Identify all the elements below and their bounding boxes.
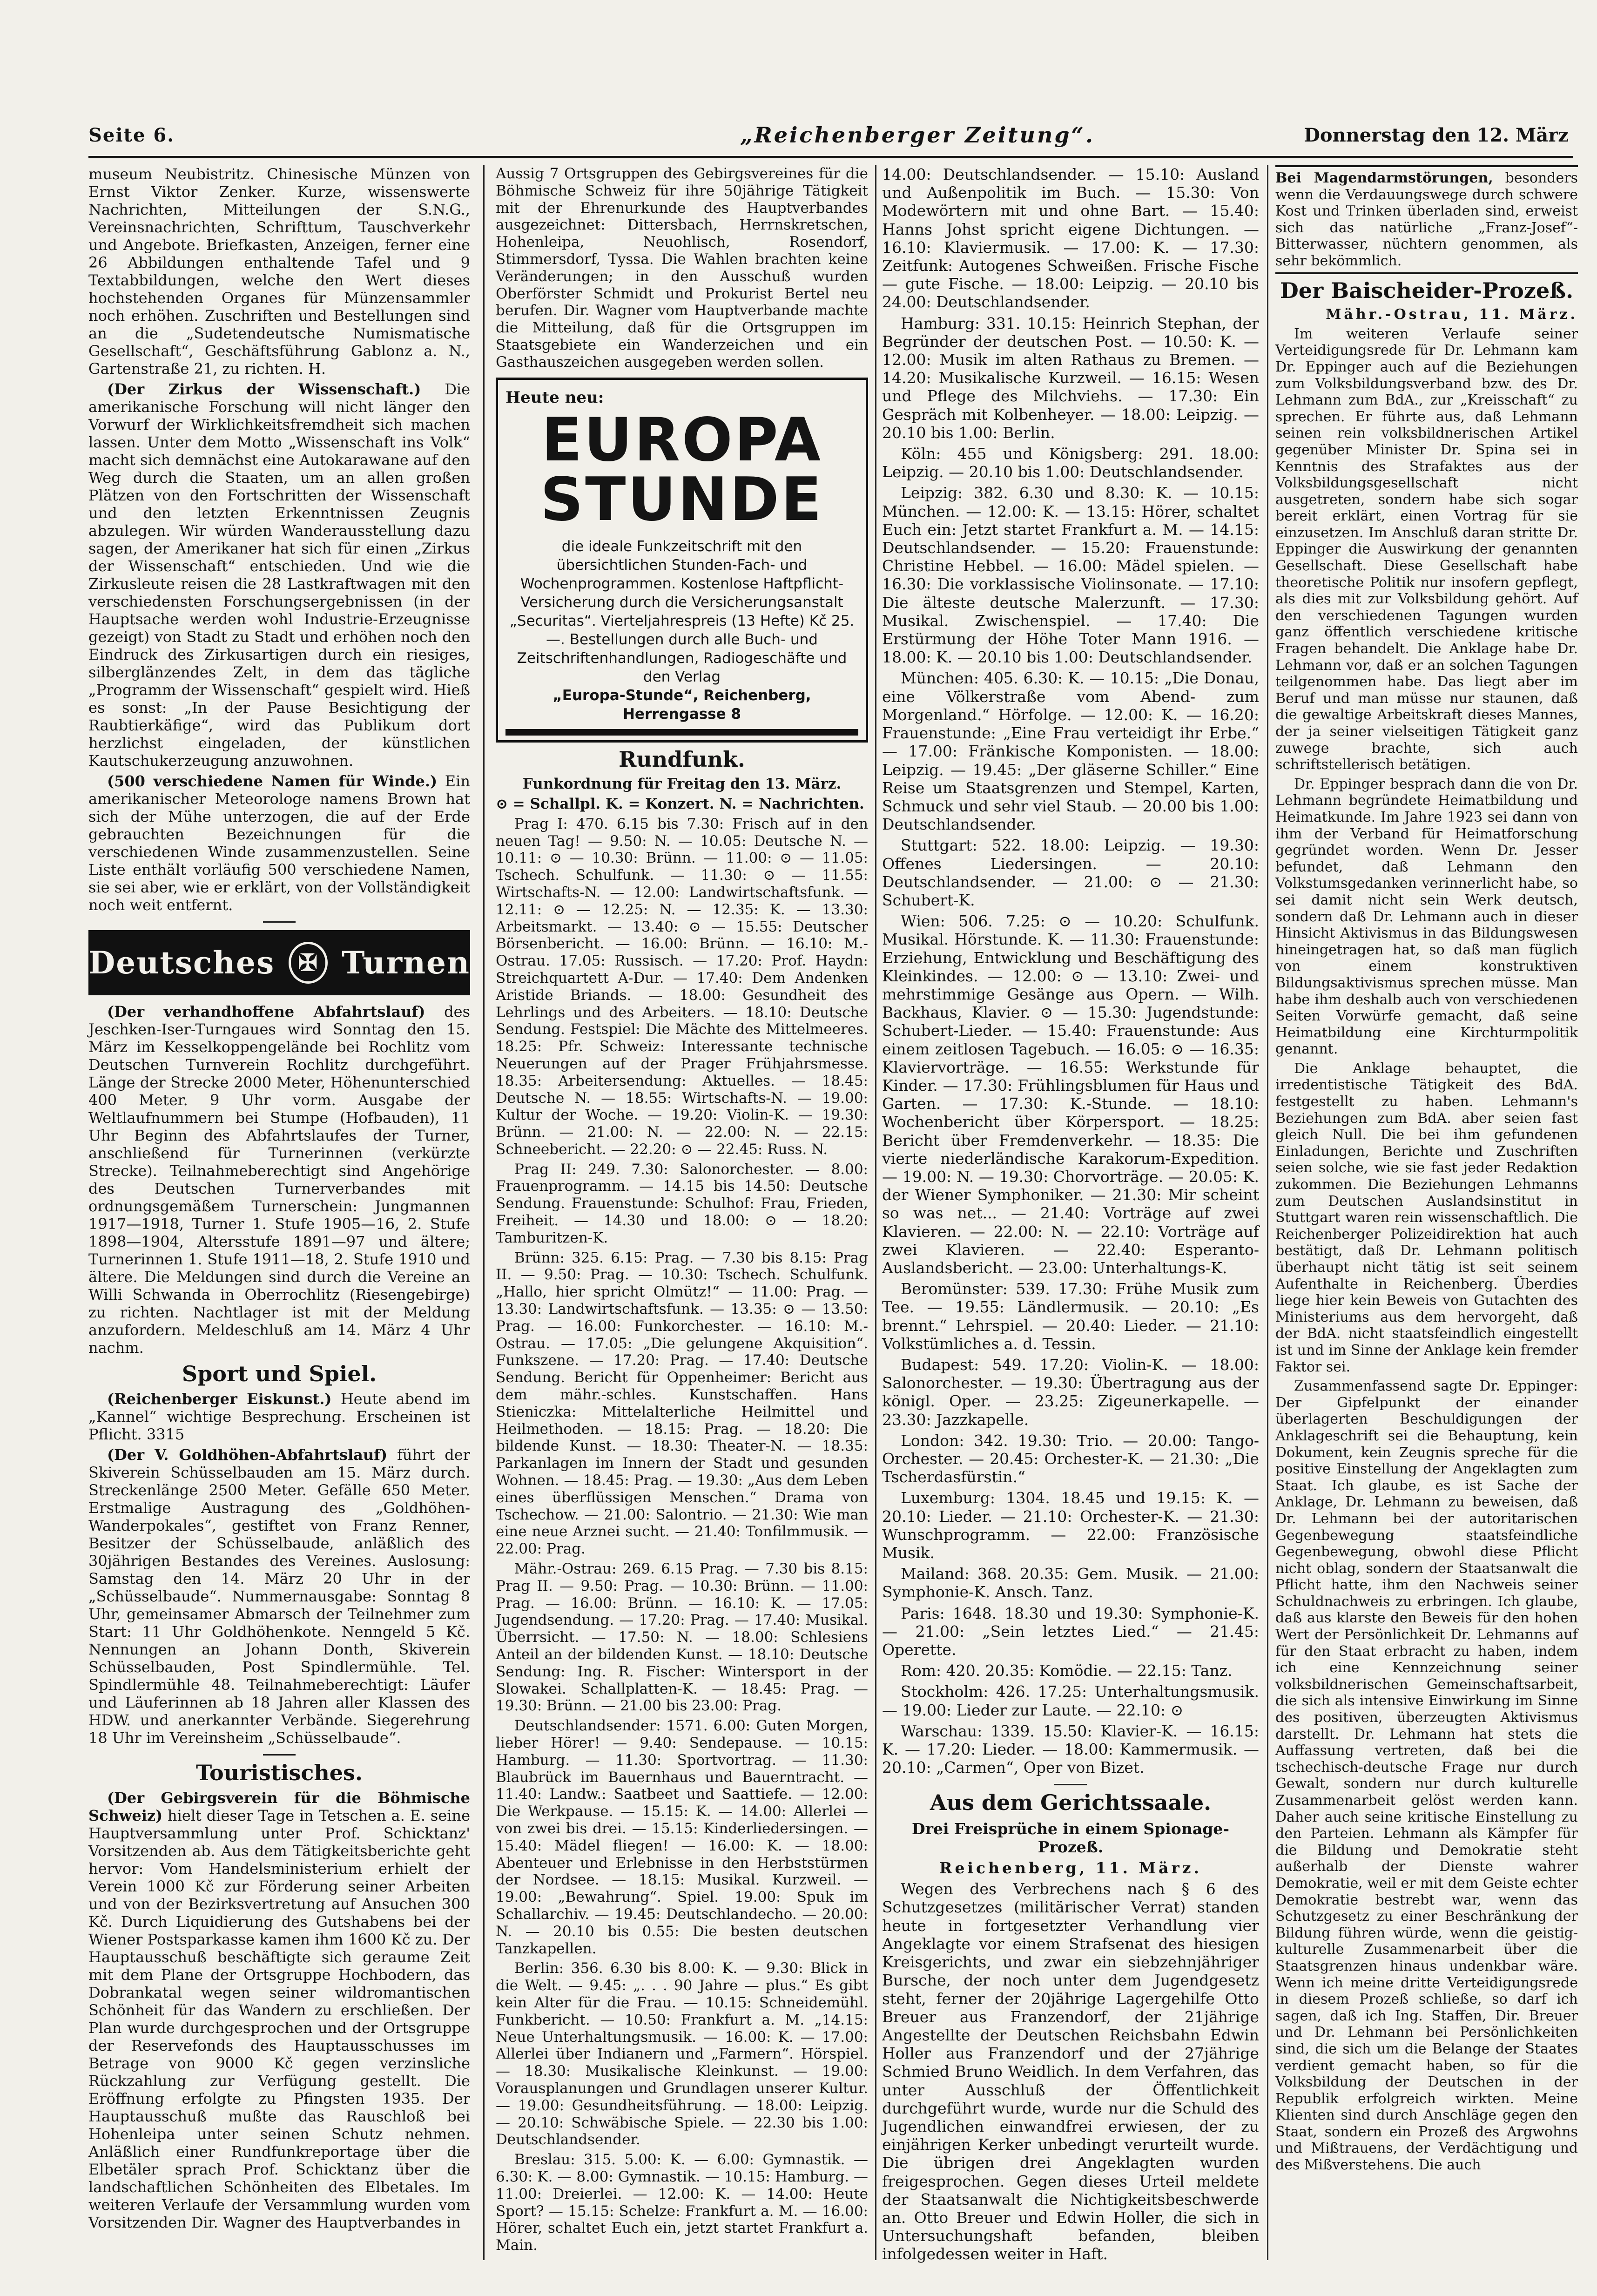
notice-text: besonders wenn die Verdauungswege durch schwere Kost und Trinken überladen sind, erweist sich das natürliche „Franz-Josef“-Bitterwasser, nüchtern genommen, als sehr bekömmlich. [1275,170,1578,269]
radio-station: London: 342. 19.30: Trio. — 20.00: Tango-Orchester. — 20.45: Orchester-K. — 21.30: „Die Tscherdasfürstin.“ [882,1431,1259,1486]
radio-station: Prag I: 470. 6.15 bis 7.30: Frisch auf in den neuen Tag! — 9.50: N. — 10.05: Deutsche N. — 10.11: ⊙ — 10.30: Brünn. — 11.00: ⊙ — 11.05: Tschech. Schulfunk. — 11.30: ⊙ — 11.55: Wirtschafts-N. — 12.00: Landwirtschaftsfunk. — 12.11: ⊙ — 12.25: N. — 12.35: K. — 13.30: Arbeitsmarkt. — 13.40: ⊙ — 15.55: Deutscher Börsenbericht. — 16.00: Brünn. — 16.10: M.-Ostrau. 17.05: Russisch. — 17.20: Prof. Haydn: Streichquartett A-Dur. — 17.40: Dem Andenken Aristide Briands. — 18.00: Gesundheit des Lehrlings und des Arbeiters. — 18.10: Deutsche Sendung. Festspiel: Die Mächte des Mittelmeeres. 18.25: Pfr. Schweiz: Interessante technische Neuerungen auf der Prager Frühjahrsmesse. 18.35: Arbeitersendung: Aktuelles. — 18.45: Deutsche N. — 18.55: Wirtschafts-N. — 19.00: Kultur der Woche. — 19.20: Violin-K. — 19.30: Brünn. — 21.00: N. — 22.00: N. — 22.15: Schneebericht. — 22.20: ⊙ — 22.45: Russ. N. [496,815,868,1158]
newspaper-title: „Reichenberger Zeitung“. [740,122,1095,148]
article-text: Die Anklage behauptet, die irredentistische Tätigkeit des BdA. festgestellt zu haben. Lehmann's Beziehungen zum BdA. aber seien fast gleich Null. Die bei ihm gefundenen Einladungen, Berichte und Zuschriften seien solche, wie sie fast jeder Redaktion zukommen. Die Beziehungen Lehmanns zum Deutschen Auslandsinstitut in Stuttgart waren rein wissenschaftlich. Die Reichenberger Polizeidirektion hat auch bestätigt, daß Dr. Lehmann politisch überhaupt nicht tätig ist seit seinem Aufenthalte in Reichenberg. Überdies liege hier kein Beweis von Gutachten des Ministeriums aus dem hervorgeht, daß der BdA. nicht staatsfeindlich eingestellt ist und im Sinne der Anklage kein fremder Faktor sei. [1275,1060,1578,1375]
banner-text-right: Turnen [342,945,470,981]
radio-station: Berlin: 356. 6.30 bis 8.00: K. — 9.30: Blick in die Welt. — 9.45: „. . . 90 Jahre — plus.“ Es gibt kein Alter für die Frau. — 10.15: Schneidemühl. Funkbericht. — 10.50: Frankfurt a. M. „14.15: Neue Unterhaltungsmusik. — 16.00: K. — 17.00: Allerlei über Indianern und „Farmern“. Hörspiel. — 18.30: Musikalische Kleinkunst. — 19.00: Vorausplanungen und Grundlagen unserer Kultur. — 19.00: Gesundheitsführung. — 18.00: Leipzig. — 20.10: Schwäbische Spiele. — 22.30 bis 1.00: Deutschlandsender. [496,1960,868,2148]
article-lead: (Der Zirkus der Wissenschaft.) [107,380,421,398]
section-heading: Sport und Spiel. [182,1361,377,1386]
radio-station: Köln: 455 und Königsberg: 291. 18.00: Leipzig. — 20.10 bis 1.00: Deutschlandsender. [882,445,1259,481]
ad-bar [505,729,858,736]
column-3 [882,165,1259,2266]
article-text: Zusammenfassend sagte Dr. Eppinger: Der Gipfelpunkt der einander überlagerten Beschuldigungen der Anklageschrift sei die Behauptung, kein Dokument, kein Zeugnis spreche für die positive Einstellung der Angeklagten zum Staat. Ich glaube, es ist Sache der Anklage, Dr. Lehmann zu beweisen, daß Dr. Lehmann bei der autoritarischen Gegenbewegung staatsfeindliche Gegenbewegung, obwohl diese Pflicht nicht oblag, sondern der Staatsanwalt die Pflicht hatte, ihm den Nachweis seiner Schuldnachweis zu erbringen. Ich glaube, daß aus klarste den Beweis für den hohen Wert der Persönlichkeit Dr. Lehmanns auf für den Staat erbracht zu haben, indem ich eine Kennzeichnung seiner volksbildnerischen Gemeinschaftsarbeit, die sich als intensive Einwirkung im Sinne des positiven, überzeugten Aktivismus darstellt. Dr. Lehmann hat stets die Auffassung vertreten, daß bei die tschechisch-deutsche Frage nur durch Gewalt, sondern nur durch kulturelle Zusammenarbeit gelöst werden kann. Daher auch seine kritische Einstellung zu den Parteien. Lehmann als Kämpfer für die Bildung und Demokratie steht außerhalb der Dienste wahrer Demokratie, weil er mit dem Geiste echter Demokratie bestrebt war, wenn das Schutzgesetz zu einer Beschränkung der Bildung führen würde, wenn die geistig-kulturelle Zusammenarbeit über die Staatsgrenzen hinaus undenkbar wäre. Wenn ich meine dritte Verteidigungsrede in diesem Prozeß schließe, so darf ich sagen, daß ich Ing. Staffen, Dir. Breuer und Dr. Lehmann bei Persönlichkeiten sind, die sich um die Belange der Staates verdient gemacht haben, so für die Volksbildung der Deutschen in der Republik erfolgreich wirkten. Meine Klienten sind durch Anschläge gegen den Staat, sondern ein Prozeß des Argwohns und Mißtrauens, der Verdächtigung und des Mißverstehens. Die auch [1275,1378,1578,2174]
article-text: museum Neubistritz. Chinesische Münzen von Ernst Viktor Zenker. Kurze, wissenswerte Nachrichten, Mitteilungen der S.N.G., Vereinsnachrichten, Schrifttum, Tauschverkehr und Angebote. Briefkasten, Anzeigen, ferner eine 26 Abbildungen enthaltende Tafel und 9 Textabbildungen, welche den Wert dieses hochstehenden Organes für Münzensammler noch erhöhen. Zuschriften und Bestellungen sind an die „Sudetendeutsche Numismatische Gesellschaft“, Geschäftsführung Gablonz a. N., Gartenstraße 21, zu richten. H. [88,165,470,378]
page-number: Seite 6. [88,124,175,146]
radio-station: Hamburg: 331. 10.15: Heinrich Stephan, der Begründer der deutschen Post. — 10.50: K. — 12.00: Musik im alten Rathaus zu Bremen. — 14.20: Musikalische Kurzweil. — 16.15: Wesen und Pflege des Milchviehs. — 17.30: Ein Gespräch mit Kolbenheyer. — 18.00: Leipzig. — 20.10 bis 1.00: Berlin. [882,314,1259,442]
radio-legend: ⊙ = Schallpl. K. = Konzert. N. = Nachrichten. [496,795,864,812]
article-text: Wegen des Verbrechens nach § 6 des Schutzgesetzes (militärischer Verrat) standen heute in fortgesetzter Verhandlung vier Angeklagte vor einem Strafsenat des hiesigen Kreisgerichts, und zwar ein siebzehnjähriger Bursche, der noch unter dem Jugendgesetz steht, ferner der 20jährige Lagergehilfe Otto Breuer aus Franzendorf, der 21jährige Angestellte der Deutschen Reichsbahn Edwin Holler aus Franzendorf und der 27jährige Schmied Bruno Weidlich. In dem Verfahren, das unter Ausschluß der Öffentlichkeit durchgeführt wurde, wurde nur die Schuld des Jugendlichen einwandfrei erwiesen, der zu einjährigen Kerker unbedingt verurteilt wurde. Die übrigen drei Angeklagten wurden freigesprochen. Gegen dieses Urteil meldete der Staatsanwalt die Nichtigkeitsbeschwerde an. Otto Breuer und Edwin Holler, die sich in Untersuchungshaft befanden, bleiben infolgedessen weiter in Haft. [882,1880,1259,2263]
radio-station: Luxemburg: 1304. 18.45 und 19.15: K. — 20.10: Lieder. — 21.10: Orchester-K. — 21.30: Wunschprogramm. — 22.00: Französische Musik. [882,1489,1259,1562]
article-lead: (Der V. Goldhöhen-Abfahrtslauf) [107,1446,388,1464]
article-paragraph [88,1789,470,2231]
article-paragraph [88,1003,470,1357]
ad-title [505,405,858,535]
radio-station: München: 405. 6.30: K. — 10.15: „Die Donau, eine Völkerstraße vom Abend- zum Morgenland.“ Hörfolge. — 12.00: K. — 16.20: Frauenstunde: „Eine Frau verteidigt ihr Erbe.“ — 17.00: Fränkische Komponisten. — 18.00: Leipzig. — 19.45: „Der gläserne Schiller.“ Eine Reise um Staatsgrenzen und Stempel, Karten, Schmuck und sehr viel Staub. — 20.00 bis 1.00: Deutschlandsender. [882,669,1259,834]
ad-kicker: Heute neu: [505,388,604,407]
article-text: Heute abend im „Kannel“ wichtige Besprechung. Erscheinen ist Pflicht. 3315 [88,1390,471,1443]
dateline: Mähr.-Ostrau, 11. März. [1326,306,1578,323]
article-headline: Der Baischeider-Prozeß. [1280,277,1574,303]
radio-station: Brünn: 325. 6.15: Prag. — 7.30 bis 8.15: Prag II. — 9.50: Prag. — 10.30: Tschech. Schulfunk. „Hallo, hier spricht Olmütz!“ — 11.00: Prag. — 13.30: Landwirtschaftsfunk. — 13.35: ⊙ — 13.50: Prag. — 16.00: Funkorchester. — 16.10: M.-Ostrau. — 17.05: „Die gelungene Akquisition“. Funkszene. — 17.20: Prag. — 17.40: Deutsche Sendung. Bericht für Oppenheimer: Bericht aus dem mähr.-schles. Kunstschaffen. Hans Stieniczka: Mittelalterliche Heilmittel und Heilmethoden. — 18.15: Prag. — 18.20: Die bildende Kunst. — 18.30: Theater-N. — 18.35: Parkanlagen im Innern der Stadt und gesunden Wohnen. — 18.45: Prag. — 19.30: „Aus dem Leben eines überflüssigen Menschen.“ Drama von Tschechow. — 21.00: Salontrio. — 21.30: Wie man eine neue Arznei sucht. — 21.40: Tonfilmmusik. — 22.00: Prag. [496,1249,868,1558]
radio-station: 14.00: Deutschlandsender. — 15.10: Ausland und Außenpolitik im Buch. — 15.30: Von Modewörtern mit und ohne Bart. — 15.40: Hanns Johst spricht eigene Dichtungen. — 16.10: Klaviermusik. — 17.00: K. — 17.30: Zeitfunk: Autogenes Schweißen. Frische Fische — gute Fische. — 18.00: Leipzig. — 20.10 bis 24.00: Deutschlandsender. [882,165,1259,311]
column-divider [1267,165,1268,2260]
article-text: des Jeschken-Iser-Turngaues wird Sonntag den 15. März im Kesselkoppengelände bei Rochlitz vom Deutschen Turnverein Rochlitz durchgeführt. Länge der Strecke 2000 Meter, Höhenunterschied 400 Meter. 9 Uhr vorm. Ausgabe der Weltlaufnummern bei Stumpe (Hofbauden), 11 Uhr Beginn des Abfahrtslaufes der Turner, anschließend für Turnerinnen (verkürzte Strecke). Teilnahmeberechtigt sind Angehörige des Deutschen Turnerverbandes mit ordnungsgemäßem Turnerschein: Jungmannen 1917—1918, Turner 1. Stufe 1905—16, 2. Stufe 1898—1904, Altersstufe 1891—97 und ältere; Turnerinnen 1. Stufe 1911—18, 2. Stufe 1910 und ältere. Die Meldungen sind durch die Vereine an Willi Schwanda in Oberrochlitz (Riesengebirge) zu richten. Nachtlager ist mit der Meldung anzufordern. Meldeschluß am 14. März 4 Uhr nachm. [88,1003,470,1357]
radio-station: Beromünster: 539. 17.30: Frühe Musik zum Tee. — 19.55: Ländlermusik. — 20.10: „Es brennt.“ Lehrspiel. — 20.40: Lieder. — 21.10: Volkstümliches a. d. Tessin. [882,1280,1259,1353]
column-divider [875,165,876,2260]
column-1 [88,165,470,2234]
article-paragraph [88,1390,470,1443]
article-lead: (Der Gebirgsverein für die Böhmische Schweiz) [88,1789,470,1824]
section-heading: Touristisches. [196,1760,363,1785]
radio-station: Stockholm: 426. 17.25: Unterhaltungsmusik. — 19.00: Lieder zur Laute. — 22.10: ⊙ [882,1682,1259,1719]
radio-station: Rom: 420. 20.35: Komödie. — 22.15: Tanz. [901,1661,1233,1680]
radio-station: Prag II: 249. 7.30: Salonorchester. — 8.00: Frauenprogramm. — 14.15 bis 14.50: Deutsche Sendung. Frauenstunde: Schulhof: Frau, Frieden, Freiheit. — 14.30 und 18.00: ⊙ — 18.20: Tamburitzen-K. [496,1161,868,1246]
turner-cross-icon: ✠ [289,942,328,984]
radio-station: Wien: 506. 7.25: ⊙ — 10.20: Schulfunk. Musikal. Hörstunde. K. — 11.30: Frauenstunde: Erziehung, Entwicklung und Beschäftigung des Kleinkindes. — 12.00: ⊙ — 13.10: Zwei- und mehrstimmige Gesänge aus Opern. — Wilh. Backhaus, Klavier. ⊙ — 15.30: Jugendstunde: Schubert-Lieder. — 15.40: Frauenstunde: Aus einem zeitlosen Tagebuch. — 16.05: ⊙ — 16.35: Klaviervorträge. — 16.55: Werkstunde für Kinder. — 17.30: Frühlingsblumen für Haus und Garten. — 17.30: K.-Stunde. — 18.10: Wochenbericht über Körpersport. — 18.25: Bericht über Fremdenverkehr. — 18.35: Die vierte niederländische Karakorum-Expedition. — 19.00: N. — 19.30: Chorvorträge. — 20.05: K. der Wiener Symphoniker. — 21.30: Mir scheint so was net... — 21.40: Vorträge auf zwei Klavieren. — 22.00: N. — 22.10: Vorträge auf zwei Klavieren. — 22.40: Esperanto-Auslandsbericht. — 23.00: Unterhaltungs-K. [882,912,1259,1277]
section-heading: Aus dem Gerichtssaale. [930,1790,1212,1816]
radio-station: Budapest: 549. 17.20: Violin-K. — 18.00: Salonorchester. — 19.30: Übertragung aus der königl. Oper. — 23.25: Zigeunerkapelle. — 23.30: Jazzkapelle. [882,1356,1259,1429]
advertisement-europa-stunde [496,378,868,743]
notice-lead: Bei Magendarmstörungen, [1275,170,1493,186]
radio-station: Paris: 1648. 18.30 und 19.30: Symphonie-K. — 21.00: „Sein letztes Lied.“ — 21.45: Operette. [882,1604,1259,1659]
column-2 [496,165,868,2257]
radio-station: Breslau: 315. 5.00: K. — 6.00: Gymnastik. — 6.30: K. — 8.00: Gymnastik. — 10.15: Hamburg. — 11.00: Dreierlei. — 12.00: K. — 14.00: Heute Sport? — 15.15: Schelze: Frankfurt a. M. — 16.00: Hörer, schaltet Euch ein, jetzt startet Frankfurt a. Main. [496,2151,868,2254]
ad-title-line: EUROPA [541,405,822,475]
banner-text-left: Deutsches [88,945,275,981]
notice-box [1275,165,1578,274]
article-lead: (Reichenberger Eiskunst.) [107,1390,332,1408]
ad-title-line: STUNDE [540,465,824,535]
ad-address: „Europa-Stunde“, Reichenberg, Herrengasse 8 [553,687,811,723]
article-text: Die amerikanische Forschung will nicht länger den Vorwurf der Wirklichkeitsfremdheit sich machen lassen. Unter dem Motto „Wissenschaft ins Volk“ macht sich demnächst eine Autokarawane auf den Weg durch die Staaten, um an allen großen Plätzen von den Fortschritten der Wissenschaft und den letzten Erkenntnissen Zeugnis abzulegen. Wir würden Wanderausstellung dazu sagen, der Amerikaner hat sich für einen „Zirkus der Wissenschaft“ entschieden. Und wie die Zirkusleute reisen die 28 Lastkraftwagen mit den verschiedensten Forschungsergebnissen (in der Hauptsache werden wohl Industrie-Erzeugnisse gezeigt) von Stadt zu Stadt und erhöhen noch den Eindruck des Zirkusartigen durch ein riesiges, silberglänzendes Zelt, in dem das tägliche „Programm der Wissenschaft“ gespielt wird. Hieß es sonst: „In der Pause Besichtigung der Raubtierkäfige“, wird das Publikum dort herzlichst eingeladen, der künstlichen Kautschukerzeugung anzuwohnen. [88,380,471,770]
article-lead: (500 verschiedene Namen für Winde.) [107,772,438,790]
radio-station: Mähr.-Ostrau: 269. 6.15 Prag. — 7.30 bis 8.15: Prag II. — 9.50: Prag. — 10.30: Brünn. — 11.00: Prag. — 16.00: Brünn. — 16.10: K. — 17.05: Jugendsendung. — 17.20: Prag. — 17.40: Musikal. Überrsicht. — 17.50: N. — 18.00: Schlesiens Anteil an der bildenden Kunst. — 18.10: Deutsche Sendung: Ing. R. Fischer: Wintersport in der Slowakei. Schallplatten-K. — 18.45: Prag. — 19.30: Brünn. — 21.00 bis 23.00: Prag. [496,1560,868,1715]
radio-station: Leipzig: 382. 6.30 und 8.30: K. — 10.15: München. — 12.00: K. — 13.15: Hörer, schaltet Euch ein: Jetzt startet Frankfurt a. M. — 14.15: Deutschlandsender. — 15.20: Frauenstunde: Christine Hebbel. — 16.00: Mädel spielen. — 16.30: Die vorklassische Violinsonate. — 17.10: Die älteste deutsche Malerzunft. — 17.30: Musikal. Zwischenspiel. — 17.40: Die Erstürmung der Höhe Toter Mann 1916. — 18.00: K. — 20.10 bis 1.00: Deutschlandsender. [882,484,1259,667]
article-headline: Drei Freisprüche in einem Spionage-Prozeß. [912,1819,1229,1856]
article-text: Aussig 7 Ortsgruppen des Gebirgsvereines für die Böhmische Schweiz für ihre 50jährige Tätigkeit mit der Ehrenurkunde des Hauptverbandes ausgezeichnet: Dittersbach, Herrnskretschen, Hohenleipa, Neuohlisch, Rosendorf, Stimmersdorf, Tyssa. Die Wahlen brachten keine Veränderungen; in den Ausschuß wurden Oberförster Schmidt und Prokurist Bertel neu berufen. Dir. Wagner vom Hauptverbande machte die Mitteilung, daß für die Ortsgruppen im Staatsgebiete ein Wanderzeichen und ein Gasthauszeichen ausgegeben werden sollen. [496,165,868,371]
article-text: hielt dieser Tage in Tetschen a. E. seine Hauptversammlung unter Prof. Schicktanz' Vorsitzenden ab. Aus dem Tätigkeitsberichte geht hervor: Vom Handelsministerium erhielt der Verein 1000 Kč zur Förderung seiner Arbeiten und von der Bezirksvertretung auf Ansuchen 300 Kč. Durch Liquidierung des Gutshabens bei der Wiener Postsparkasse kamen ihm 1600 Kč zu. Der Hauptausschuß beschäftigte sich geraume Zeit mit dem Plane der Ortsgruppe Hochbodern, das Dobrankatal wegen seiner wildromantischen Schönheit für das Wandern zu erschließen. Der Plan wurde durchgesprochen und der Ortsgruppe der Reservefonds des Hauptausschusses im Betrage von 9000 Kč gegen verzinsliche Rückzahlung zur Verfügung gestellt. Die Eröffnung erfolgte zu Pfingsten 1935. Der Hauptausschuß mußte das Rauschloß bei Hohenleipa unter seinen Schutz nehmen. Anläßlich einer Rundfunkreportage über die Elbetäler sprach Prof. Schicktanz über die landschaftlichen Schönheiten des Elbetales. Im weiteren Verlaufe der Versammlung wurden vom Vorsitzenden Dir. Wagner des Hauptverbandes in [88,1807,471,2231]
header-rule [88,156,1573,158]
article-paragraph [88,772,470,914]
separator [263,1754,296,1756]
column-4 [1275,165,1578,2176]
issue-date: Donnerstag den 12. März [1304,124,1569,146]
ad-body: die ideale Funkzeitschrift mit den übersichtlichen Stunden-Fach- und Wochenprogrammen. Kostenlose Haftpflicht-Versicherung durch die Versicherungsanstalt „Securitas“. Vierteljahrespreis (13 Hefte) Kč 25.—. Bestellungen durch alle Buch- und Zeitschriftenhandlungen, Radiogeschäfte und den Verlag [509,538,855,686]
article-text: führt der Skiverein Schüsselbauden am 15. März durch. Streckenlänge 2500 Meter. Gefälle 650 Meter. Erstmalige Austragung des „Goldhöhen-Wanderpokales“, gestiftet von Franz Renner, Besitzer der Schüsselbaude, anläßlich des 30jährigen Bestandes des Vereines. Auslosung: Samstag den 14. März 20 Uhr in der „Schüsselbaude“. Nummernausgabe: Sonntag 8 Uhr, gemeinsamer Abmarsch der Teilnehmer zum Start: 11 Uhr Goldhöhenkote. Nenngeld 5 Kč. Nennungen an Johann Donth, Skiverein Schüsselbauden, Post Spindlermühle. Tel. Spindlermühle 48. Teilnahmeberechtigt: Läufer und Läuferinnen ab 18 Jahren aller Klassen des HDW. und anerkannter Verbände. Siegerehrung 18 Uhr im Vereinsheim „Schüsselbaude“. [88,1446,471,1747]
radio-station: Mailand: 368. 20.35: Gem. Musik. — 21.00: Symphonie-K. Ansch. Tanz. [882,1565,1259,1601]
dateline: Reichenberg, 11. März. [939,1859,1202,1877]
article-paragraph [88,1446,470,1747]
radio-subtitle: Funkordnung für Freitag den 13. März. [522,776,842,793]
article-text: Ein amerikanischer Meteorologe namens Brown hat sich der Mühe unterzogen, die auf der Erde gebrauchten Bezeichnungen für die verschiedenen Winde zusammenzustellen. Seine Liste enthält vorläufig 500 verschiedene Namen, sie sei aber, wie er erklärt, von der Vollständigkeit noch weit entfernt. [88,772,470,914]
separator [1054,1784,1087,1785]
section-banner-turnen [88,930,470,995]
page-header [88,119,1569,151]
column-divider [483,165,485,2260]
section-heading: Rundfunk. [619,747,745,772]
separator [263,921,296,923]
article-text: Dr. Eppinger besprach dann die von Dr. Lehmann begründete Heimatbildung und Heimatkunde. Im Jahre 1923 sei dann von ihm der Verband für Heimatforschung gegründet worden. Wenn Dr. Jesser befundet, daß Lehmann den Volkstumsgedanken verinnerlicht habe, so sei damit nicht sein Werk deutsch, sondern daß Dr. Lehmann auch in dieser Hinsicht Aktivismus in das Bildungswesen hineingetragen hat, so daß man füglich von einem konstruktiven Bildungsaktivismus sprechen müsse. Man habe ihm deshalb auch von verschiedenen Seiten Vorwürfe gemacht, daß seine Heimatbildung eine Kirchturmpolitik genannt. [1275,776,1578,1058]
radio-station: Deutschlandsender: 1571. 6.00: Guten Morgen, lieber Hörer! — 9.40: Sendepause. — 10.15: Hamburg. — 11.30: Sportvortrag. — 11.30: Blaubrück im Bauernhaus und Bauerntracht. — 11.40: Landw.: Saatbeet und Saattiefe. — 12.00: Die Werkpause. — 15.15: K. — 14.00: Allerlei — von zwei bis drei. — 15.15: Kinderliedersingen. — 15.40: Mädel fliegen! — 16.00: K. — 18.00: Abenteuer und Erlebnisse in den Herbststürmen der Nordsee. — 18.15: Musikal. Kurzweil. — 19.00: „Bewahrung“. Spiel. 19.00: Spuk im Schallarchiv. — 19.45: Deutschlandecho. — 20.00: N. — 20.10 bis 0.55: Die besten deutschen Tanzkapellen. [496,1717,868,1957]
article-lead: (Der verhandhoffene Abfahrtslauf) [107,1003,425,1020]
article-paragraph [88,380,470,770]
article-text: Im weiteren Verlaufe seiner Verteidigungsrede für Dr. Lehmann kam Dr. Eppinger auch auf die Beziehungen zum Volksbildungsverband bzw. des Dr. Lehmann zum BdA., zur „Kreisschaft“ zu sprechen. Er führte aus, daß Lehmann seinen rein volksbildnerischen Artikel gegenüber Minister Dr. Spina sei in Kenntnis des Strafaktes aus der Volksbildungsgesellschaft nicht ausgetreten, sondern habe sich sogar bereit erklärt, einen Vortrag für sie einzusetzen. Im Anschluß daran stritte Dr. Eppinger die Auswirkung der genannten Gesellschaft. Diese Gesellschaft habe theoretische Politik nur insofern gepflegt, als dies mit zur Volksbildung gehört. Auf den verschiedenen Tagungen wurden ganz öffentlich verschiedene kritische Fragen behandelt. Die Anklage habe Dr. Lehmann vor, daß er an solchen Tagungen teilgenommen habe. Das liegt aber im Beruf und man müsse nur staunen, daß die gewaltige Arbeitskraft dieses Mannes, der ja seiner vielseitigen Tätigkeit ganz zuwege brachte, sich auch schriftstellerisch betätigen. [1275,325,1578,773]
radio-station: Stuttgart: 522. 18.00: Leipzig. — 19.30: Offenes Liedersingen. — 20.10: Deutschlandsender. — 21.00: ⊙ — 21.30: Schubert-K. [882,836,1259,909]
radio-station: Warschau: 1339. 15.50: Klavier-K. — 16.15: K. — 17.20: Lieder. — 18.00: Kammermusik. — 20.10: „Carmen“, Oper von Bizet. [882,1722,1259,1777]
